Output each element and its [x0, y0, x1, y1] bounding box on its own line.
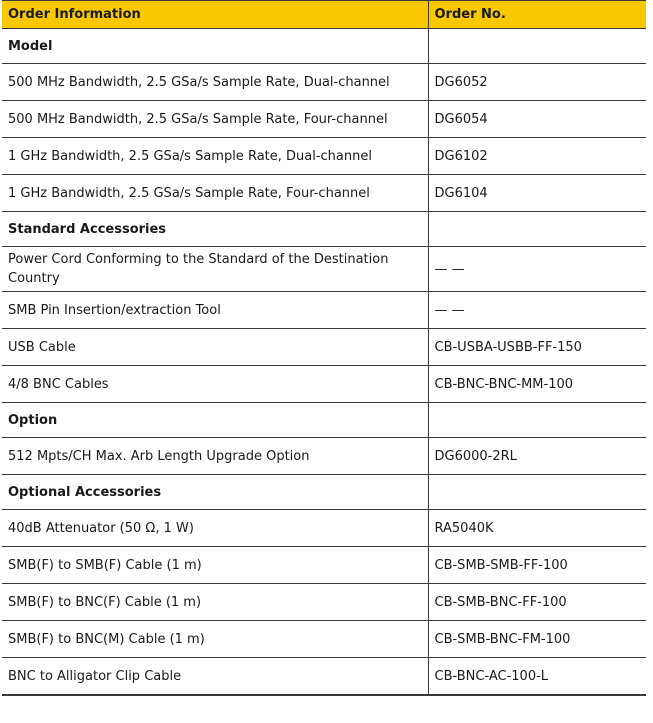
table-row [2, 584, 646, 621]
section-row-optional-accessories [2, 475, 646, 510]
header-order-no: Order No. [428, 1, 646, 29]
table-row [2, 438, 646, 475]
item-description: USB Cable [2, 329, 428, 366]
item-description: BNC to Alligator Clip Cable [2, 658, 428, 696]
order-number: DG6052 [428, 64, 646, 101]
order-number: CB-SMB-SMB-FF-100 [428, 547, 646, 584]
order-number: DG6102 [428, 138, 646, 175]
table-row [2, 175, 646, 212]
section-label: Optional Accessories [2, 475, 428, 510]
order-number: CB-BNC-AC-100-L [428, 658, 646, 696]
item-description: 4/8 BNC Cables [2, 366, 428, 403]
order-number: RA5040K [428, 510, 646, 547]
section-empty-cell [428, 29, 646, 64]
item-description: 1 GHz Bandwidth, 2.5 GSa/s Sample Rate, Four-channel [2, 175, 428, 212]
order-number: CB-BNC-BNC-MM-100 [428, 366, 646, 403]
order-number: — — [428, 292, 646, 329]
item-description: SMB Pin Insertion/extraction Tool [2, 292, 428, 329]
table-row [2, 366, 646, 403]
section-empty-cell [428, 475, 646, 510]
section-label: Option [2, 403, 428, 438]
table-row [2, 510, 646, 547]
item-description: SMB(F) to BNC(M) Cable (1 m) [2, 621, 428, 658]
table-row [2, 292, 646, 329]
order-number: CB-SMB-BNC-FM-100 [428, 621, 646, 658]
section-row-option [2, 403, 646, 438]
item-description: 40dB Attenuator (50 Ω, 1 W) [2, 510, 428, 547]
item-description: SMB(F) to SMB(F) Cable (1 m) [2, 547, 428, 584]
order-number: — — [428, 247, 646, 292]
table-row [2, 547, 646, 584]
section-label: Model [2, 29, 428, 64]
header-order-information: Order Information [2, 1, 428, 29]
section-row-model [2, 29, 646, 64]
order-number: DG6054 [428, 101, 646, 138]
section-row-standard-accessories [2, 212, 646, 247]
order-number: DG6104 [428, 175, 646, 212]
order-number: CB-SMB-BNC-FF-100 [428, 584, 646, 621]
order-number: DG6000-2RL [428, 438, 646, 475]
section-empty-cell [428, 403, 646, 438]
order-number: CB-USBA-USBB-FF-150 [428, 329, 646, 366]
table-row [2, 64, 646, 101]
table-row [2, 329, 646, 366]
item-description: Power Cord Conforming to the Standard of the Destination Country [2, 247, 428, 292]
section-label: Standard Accessories [2, 212, 428, 247]
table-row [2, 138, 646, 175]
table-row [2, 247, 646, 292]
table-row [2, 621, 646, 658]
order-information-table [2, 0, 646, 696]
table-row [2, 658, 646, 696]
item-description: SMB(F) to BNC(F) Cable (1 m) [2, 584, 428, 621]
table-row [2, 101, 646, 138]
item-description: 512 Mpts/CH Max. Arb Length Upgrade Option [2, 438, 428, 475]
item-description: 500 MHz Bandwidth, 2.5 GSa/s Sample Rate, Four-channel [2, 101, 428, 138]
section-empty-cell [428, 212, 646, 247]
item-description: 1 GHz Bandwidth, 2.5 GSa/s Sample Rate, Dual-channel [2, 138, 428, 175]
item-description: 500 MHz Bandwidth, 2.5 GSa/s Sample Rate, Dual-channel [2, 64, 428, 101]
table-header-row [2, 1, 646, 29]
